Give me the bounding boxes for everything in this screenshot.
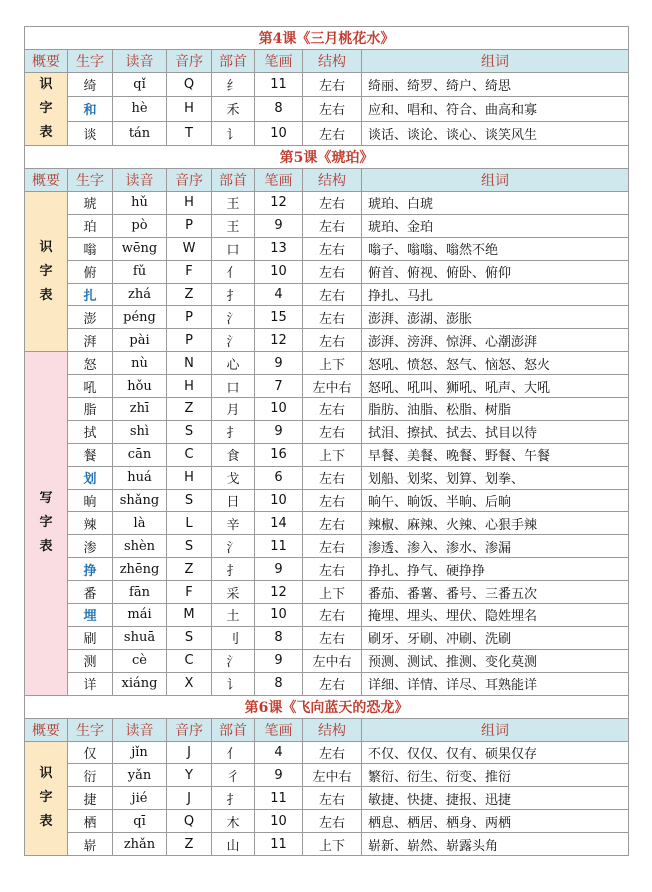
table-row xyxy=(25,764,629,787)
column-header: 概要 xyxy=(25,169,68,192)
structure-cell: 左右 xyxy=(303,97,362,121)
radical-cell: 氵 xyxy=(212,649,255,672)
radical-cell: 采 xyxy=(212,581,255,604)
lesson-title: 第5课《琥珀》 xyxy=(25,146,629,169)
table-row xyxy=(25,420,629,443)
category-char: 字 xyxy=(39,790,53,806)
radical-cell: 扌 xyxy=(212,558,255,581)
strokes-cell: 8 xyxy=(255,626,303,649)
phonetic-order-cell: H xyxy=(167,375,212,398)
lesson-title-row xyxy=(25,27,629,50)
category-label xyxy=(25,352,68,695)
phonetic-order-cell: M xyxy=(167,604,212,627)
column-header: 笔画 xyxy=(255,169,303,192)
structure-cell: 左右 xyxy=(303,626,362,649)
table-row xyxy=(25,626,629,649)
radical-cell: 扌 xyxy=(212,420,255,443)
pinyin-cell: hǒu xyxy=(113,375,167,398)
structure-cell: 左右 xyxy=(303,420,362,443)
character-cell: 详 xyxy=(68,672,113,695)
pinyin-cell: xiáng xyxy=(113,672,167,695)
pinyin-cell: hǔ xyxy=(113,192,167,215)
strokes-cell: 12 xyxy=(255,192,303,215)
character-cell: 拭 xyxy=(68,420,113,443)
phonetic-order-cell: S xyxy=(167,420,212,443)
radical-cell: 氵 xyxy=(212,535,255,558)
table-row xyxy=(25,581,629,604)
words-cell: 怒吼、吼叫、狮吼、吼声、大吼 xyxy=(362,375,629,398)
character-cell: 嗡 xyxy=(68,237,113,260)
table-row xyxy=(25,672,629,695)
pinyin-cell: jié xyxy=(113,787,167,810)
phonetic-order-cell: S xyxy=(167,489,212,512)
strokes-cell: 10 xyxy=(255,398,303,421)
pinyin-cell: qǐ xyxy=(113,73,167,97)
strokes-cell: 15 xyxy=(255,306,303,329)
pinyin-cell: mái xyxy=(113,604,167,627)
pinyin-cell: shì xyxy=(113,420,167,443)
vocabulary-table xyxy=(24,26,629,856)
table-row xyxy=(25,535,629,558)
table-row xyxy=(25,489,629,512)
words-cell: 不仅、仅仅、仅有、硕果仅存 xyxy=(362,741,629,764)
character-cell: 和 xyxy=(68,97,113,121)
column-header: 组词 xyxy=(362,50,629,73)
character-cell: 捷 xyxy=(68,787,113,810)
character-cell: 绮 xyxy=(68,73,113,97)
strokes-cell: 11 xyxy=(255,535,303,558)
phonetic-order-cell: Z xyxy=(167,833,212,856)
phonetic-order-cell: H xyxy=(167,466,212,489)
phonetic-order-cell: L xyxy=(167,512,212,535)
radical-cell: 山 xyxy=(212,833,255,856)
strokes-cell: 8 xyxy=(255,97,303,121)
radical-cell: 口 xyxy=(212,237,255,260)
strokes-cell: 6 xyxy=(255,466,303,489)
structure-cell: 左右 xyxy=(303,489,362,512)
strokes-cell: 9 xyxy=(255,352,303,375)
words-cell: 挣扎、马扎 xyxy=(362,283,629,306)
table-row xyxy=(25,604,629,627)
table-row xyxy=(25,260,629,283)
pinyin-cell: cè xyxy=(113,649,167,672)
radical-cell: 纟 xyxy=(212,73,255,97)
words-cell: 繁衍、衍生、衍变、推衍 xyxy=(362,764,629,787)
column-header: 部首 xyxy=(212,50,255,73)
radical-cell: 氵 xyxy=(212,306,255,329)
pinyin-cell: cān xyxy=(113,443,167,466)
header-row xyxy=(25,169,629,192)
radical-cell: 心 xyxy=(212,352,255,375)
category-char: 表 xyxy=(39,814,53,830)
structure-cell: 左右 xyxy=(303,121,362,145)
column-header: 组词 xyxy=(362,169,629,192)
character-cell: 辣 xyxy=(68,512,113,535)
column-header: 读音 xyxy=(113,718,167,741)
character-cell: 俯 xyxy=(68,260,113,283)
pinyin-cell: zhēng xyxy=(113,558,167,581)
lesson-title: 第4课《三月桃花水》 xyxy=(25,27,629,50)
table-row xyxy=(25,398,629,421)
phonetic-order-cell: J xyxy=(167,741,212,764)
words-cell: 划船、划桨、划算、划拳、 xyxy=(362,466,629,489)
structure-cell: 上下 xyxy=(303,443,362,466)
phonetic-order-cell: P xyxy=(167,306,212,329)
table-row xyxy=(25,443,629,466)
column-header: 生字 xyxy=(68,718,113,741)
words-cell: 晌午、晌饭、半晌、后晌 xyxy=(362,489,629,512)
strokes-cell: 10 xyxy=(255,810,303,833)
phonetic-order-cell: Z xyxy=(167,398,212,421)
category-label xyxy=(25,73,68,146)
radical-cell: 彳 xyxy=(212,764,255,787)
phonetic-order-cell: W xyxy=(167,237,212,260)
column-header: 组词 xyxy=(362,718,629,741)
words-cell: 崭新、崭然、崭露头角 xyxy=(362,833,629,856)
category-char: 字 xyxy=(39,263,53,279)
words-cell: 绮丽、绮罗、绮户、绮思 xyxy=(362,73,629,97)
character-cell: 刷 xyxy=(68,626,113,649)
table-row xyxy=(25,329,629,352)
radical-cell: 口 xyxy=(212,375,255,398)
structure-cell: 左右 xyxy=(303,466,362,489)
words-cell: 栖息、栖居、栖身、两栖 xyxy=(362,810,629,833)
pinyin-cell: wēng xyxy=(113,237,167,260)
words-cell: 拭泪、擦拭、拭去、拭目以待 xyxy=(362,420,629,443)
category-label xyxy=(25,741,68,855)
radical-cell: 月 xyxy=(212,398,255,421)
table-row xyxy=(25,833,629,856)
words-cell: 渗透、渗入、渗水、渗漏 xyxy=(362,535,629,558)
column-header: 部首 xyxy=(212,718,255,741)
table-row xyxy=(25,97,629,121)
strokes-cell: 4 xyxy=(255,741,303,764)
radical-cell: 土 xyxy=(212,604,255,627)
pinyin-cell: huá xyxy=(113,466,167,489)
pinyin-cell: zhá xyxy=(113,283,167,306)
strokes-cell: 9 xyxy=(255,764,303,787)
character-cell: 湃 xyxy=(68,329,113,352)
phonetic-order-cell: J xyxy=(167,787,212,810)
strokes-cell: 16 xyxy=(255,443,303,466)
column-header: 概要 xyxy=(25,718,68,741)
strokes-cell: 11 xyxy=(255,73,303,97)
strokes-cell: 11 xyxy=(255,833,303,856)
column-header: 部首 xyxy=(212,169,255,192)
pinyin-cell: tán xyxy=(113,121,167,145)
strokes-cell: 9 xyxy=(255,420,303,443)
radical-cell: 扌 xyxy=(212,787,255,810)
radical-cell: 亻 xyxy=(212,741,255,764)
character-cell: 吼 xyxy=(68,375,113,398)
radical-cell: 讠 xyxy=(212,672,255,695)
radical-cell: 刂 xyxy=(212,626,255,649)
character-cell: 谈 xyxy=(68,121,113,145)
phonetic-order-cell: F xyxy=(167,260,212,283)
category-char: 表 xyxy=(39,287,53,303)
table-row xyxy=(25,810,629,833)
table-row xyxy=(25,512,629,535)
structure-cell: 左右 xyxy=(303,672,362,695)
lesson-title-row xyxy=(25,695,629,718)
radical-cell: 食 xyxy=(212,443,255,466)
category-char: 识 xyxy=(39,766,53,782)
phonetic-order-cell: N xyxy=(167,352,212,375)
character-cell: 测 xyxy=(68,649,113,672)
character-cell: 晌 xyxy=(68,489,113,512)
table-row xyxy=(25,306,629,329)
words-cell: 琥珀、金珀 xyxy=(362,214,629,237)
radical-cell: 亻 xyxy=(212,260,255,283)
words-cell: 谈话、谈论、谈心、谈笑风生 xyxy=(362,121,629,145)
words-cell: 预测、测试、推测、变化莫测 xyxy=(362,649,629,672)
strokes-cell: 10 xyxy=(255,121,303,145)
table-row xyxy=(25,237,629,260)
table-row xyxy=(25,73,629,97)
words-cell: 澎湃、滂湃、惊湃、心潮澎湃 xyxy=(362,329,629,352)
table-row xyxy=(25,283,629,306)
column-header: 笔画 xyxy=(255,50,303,73)
pinyin-cell: shèn xyxy=(113,535,167,558)
header-row xyxy=(25,50,629,73)
phonetic-order-cell: Q xyxy=(167,73,212,97)
pinyin-cell: fǔ xyxy=(113,260,167,283)
category-char: 表 xyxy=(39,539,53,555)
pinyin-cell: shuā xyxy=(113,626,167,649)
character-cell: 餐 xyxy=(68,443,113,466)
strokes-cell: 8 xyxy=(255,672,303,695)
character-cell: 珀 xyxy=(68,214,113,237)
column-header: 概要 xyxy=(25,50,68,73)
pinyin-cell: péng xyxy=(113,306,167,329)
words-cell: 应和、唱和、符合、曲高和寡 xyxy=(362,97,629,121)
words-cell: 敏捷、快捷、捷报、迅捷 xyxy=(362,787,629,810)
structure-cell: 左右 xyxy=(303,787,362,810)
phonetic-order-cell: Y xyxy=(167,764,212,787)
pinyin-cell: là xyxy=(113,512,167,535)
words-cell: 番茄、番薯、番号、三番五次 xyxy=(362,581,629,604)
words-cell: 详细、详情、详尽、耳熟能详 xyxy=(362,672,629,695)
phonetic-order-cell: T xyxy=(167,121,212,145)
words-cell: 刷牙、牙刷、冲刷、洗刷 xyxy=(362,626,629,649)
category-char: 字 xyxy=(39,101,53,116)
phonetic-order-cell: F xyxy=(167,581,212,604)
words-cell: 俯首、俯视、俯卧、俯仰 xyxy=(362,260,629,283)
pinyin-cell: zhǎn xyxy=(113,833,167,856)
structure-cell: 左右 xyxy=(303,329,362,352)
strokes-cell: 10 xyxy=(255,604,303,627)
strokes-cell: 11 xyxy=(255,787,303,810)
strokes-cell: 7 xyxy=(255,375,303,398)
words-cell: 辣椒、麻辣、火辣、心狠手辣 xyxy=(362,512,629,535)
character-cell: 崭 xyxy=(68,833,113,856)
header-row xyxy=(25,718,629,741)
radical-cell: 日 xyxy=(212,489,255,512)
strokes-cell: 9 xyxy=(255,214,303,237)
column-header: 生字 xyxy=(68,169,113,192)
column-header: 结构 xyxy=(303,50,362,73)
structure-cell: 左右 xyxy=(303,260,362,283)
phonetic-order-cell: S xyxy=(167,535,212,558)
column-header: 生字 xyxy=(68,50,113,73)
structure-cell: 上下 xyxy=(303,352,362,375)
words-cell: 怒吼、愤怒、怒气、恼怒、怒火 xyxy=(362,352,629,375)
structure-cell: 左中右 xyxy=(303,649,362,672)
table-row xyxy=(25,121,629,145)
character-cell: 衍 xyxy=(68,764,113,787)
table-row xyxy=(25,466,629,489)
pinyin-cell: shǎng xyxy=(113,489,167,512)
radical-cell: 扌 xyxy=(212,283,255,306)
category-label xyxy=(25,192,68,352)
words-cell: 早餐、美餐、晚餐、野餐、午餐 xyxy=(362,443,629,466)
structure-cell: 左右 xyxy=(303,192,362,215)
category-char: 表 xyxy=(39,125,53,140)
words-cell: 挣扎、挣气、硬挣挣 xyxy=(362,558,629,581)
lesson-title: 第6课《飞向蓝天的恐龙》 xyxy=(25,695,629,718)
structure-cell: 左中右 xyxy=(303,375,362,398)
structure-cell: 上下 xyxy=(303,833,362,856)
phonetic-order-cell: P xyxy=(167,214,212,237)
structure-cell: 左右 xyxy=(303,398,362,421)
character-cell: 挣 xyxy=(68,558,113,581)
radical-cell: 木 xyxy=(212,810,255,833)
strokes-cell: 10 xyxy=(255,489,303,512)
table-row xyxy=(25,558,629,581)
lesson-title-row xyxy=(25,146,629,169)
structure-cell: 左右 xyxy=(303,810,362,833)
phonetic-order-cell: X xyxy=(167,672,212,695)
column-header: 音序 xyxy=(167,169,212,192)
radical-cell: 讠 xyxy=(212,121,255,145)
words-cell: 澎湃、澎湖、澎胀 xyxy=(362,306,629,329)
words-cell: 嗡子、嗡嗡、嗡然不绝 xyxy=(362,237,629,260)
phonetic-order-cell: Z xyxy=(167,558,212,581)
strokes-cell: 4 xyxy=(255,283,303,306)
category-char: 识 xyxy=(39,239,53,255)
table-row xyxy=(25,741,629,764)
character-cell: 琥 xyxy=(68,192,113,215)
phonetic-order-cell: C xyxy=(167,649,212,672)
character-cell: 怒 xyxy=(68,352,113,375)
column-header: 读音 xyxy=(113,50,167,73)
character-cell: 仅 xyxy=(68,741,113,764)
column-header: 音序 xyxy=(167,50,212,73)
phonetic-order-cell: Q xyxy=(167,810,212,833)
character-cell: 脂 xyxy=(68,398,113,421)
character-cell: 澎 xyxy=(68,306,113,329)
character-cell: 埋 xyxy=(68,604,113,627)
radical-cell: 禾 xyxy=(212,97,255,121)
phonetic-order-cell: H xyxy=(167,97,212,121)
column-header: 结构 xyxy=(303,169,362,192)
strokes-cell: 9 xyxy=(255,558,303,581)
phonetic-order-cell: Z xyxy=(167,283,212,306)
structure-cell: 左右 xyxy=(303,73,362,97)
category-char: 字 xyxy=(39,515,53,531)
table-row xyxy=(25,214,629,237)
pinyin-cell: nù xyxy=(113,352,167,375)
phonetic-order-cell: C xyxy=(167,443,212,466)
structure-cell: 左右 xyxy=(303,512,362,535)
column-header: 结构 xyxy=(303,718,362,741)
pinyin-cell: hè xyxy=(113,97,167,121)
pinyin-cell: yǎn xyxy=(113,764,167,787)
pinyin-cell: pài xyxy=(113,329,167,352)
words-cell: 琥珀、白琥 xyxy=(362,192,629,215)
column-header: 笔画 xyxy=(255,718,303,741)
character-cell: 渗 xyxy=(68,535,113,558)
pinyin-cell: qī xyxy=(113,810,167,833)
table-row xyxy=(25,787,629,810)
structure-cell: 左右 xyxy=(303,306,362,329)
structure-cell: 左右 xyxy=(303,283,362,306)
structure-cell: 上下 xyxy=(303,581,362,604)
column-header: 读音 xyxy=(113,169,167,192)
words-cell: 脂肪、油脂、松脂、树脂 xyxy=(362,398,629,421)
structure-cell: 左中右 xyxy=(303,764,362,787)
column-header: 音序 xyxy=(167,718,212,741)
strokes-cell: 9 xyxy=(255,649,303,672)
pinyin-cell: zhī xyxy=(113,398,167,421)
table-row xyxy=(25,192,629,215)
pinyin-cell: jǐn xyxy=(113,741,167,764)
structure-cell: 左右 xyxy=(303,214,362,237)
character-cell: 栖 xyxy=(68,810,113,833)
structure-cell: 左右 xyxy=(303,535,362,558)
words-cell: 掩埋、埋头、埋伏、隐姓埋名 xyxy=(362,604,629,627)
pinyin-cell: pò xyxy=(113,214,167,237)
character-cell: 划 xyxy=(68,466,113,489)
structure-cell: 左右 xyxy=(303,237,362,260)
strokes-cell: 12 xyxy=(255,329,303,352)
table-row xyxy=(25,375,629,398)
radical-cell: 氵 xyxy=(212,329,255,352)
structure-cell: 左右 xyxy=(303,558,362,581)
category-char: 识 xyxy=(39,77,53,92)
phonetic-order-cell: S xyxy=(167,626,212,649)
strokes-cell: 10 xyxy=(255,260,303,283)
radical-cell: 王 xyxy=(212,214,255,237)
strokes-cell: 14 xyxy=(255,512,303,535)
structure-cell: 左右 xyxy=(303,604,362,627)
radical-cell: 王 xyxy=(212,192,255,215)
table-row xyxy=(25,649,629,672)
table-row xyxy=(25,352,629,375)
strokes-cell: 13 xyxy=(255,237,303,260)
category-char: 写 xyxy=(39,491,53,507)
phonetic-order-cell: H xyxy=(167,192,212,215)
pinyin-cell: fān xyxy=(113,581,167,604)
character-cell: 扎 xyxy=(68,283,113,306)
character-cell: 番 xyxy=(68,581,113,604)
structure-cell: 左右 xyxy=(303,741,362,764)
strokes-cell: 12 xyxy=(255,581,303,604)
radical-cell: 戈 xyxy=(212,466,255,489)
phonetic-order-cell: P xyxy=(167,329,212,352)
radical-cell: 辛 xyxy=(212,512,255,535)
